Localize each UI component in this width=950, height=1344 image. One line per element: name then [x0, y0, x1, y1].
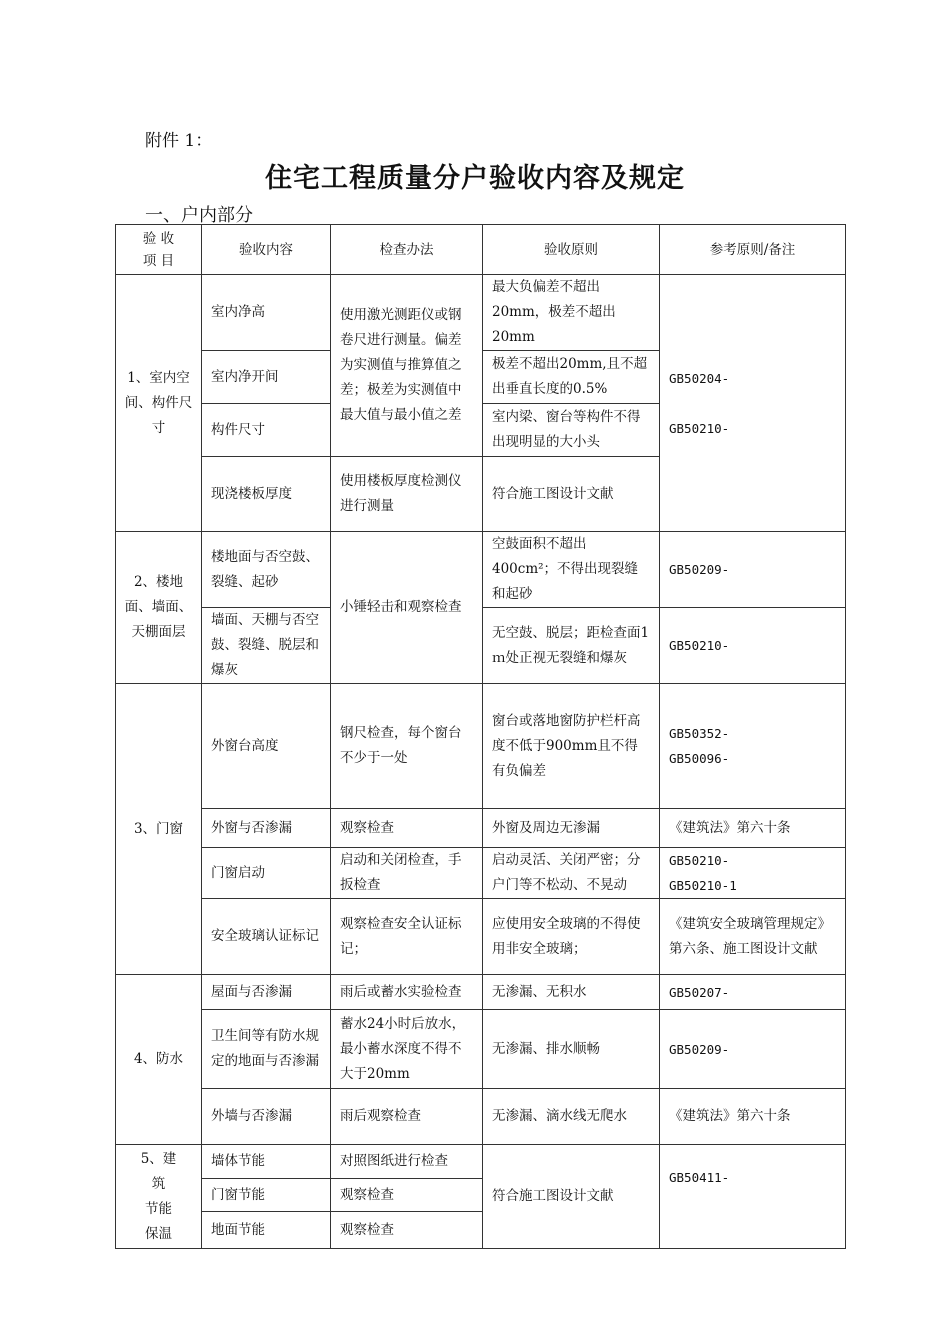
principle-cell: 无渗漏、无积水 [483, 975, 660, 1010]
reference-cell: GB50352- GB50096- [660, 684, 846, 809]
reference-cell: 《建筑安全玻璃管理规定》第六条、施工图设计文献 [660, 899, 846, 975]
content-cell: 现浇楼板厚度 [202, 457, 331, 532]
content-cell: 室内净开间 [202, 351, 331, 404]
table-row [116, 532, 846, 608]
content-cell: 外窗与否渗漏 [202, 809, 331, 848]
content-cell: 构件尺寸 [202, 404, 331, 457]
content-cell: 楼地面与否空鼓、裂缝、起砂 [202, 532, 331, 608]
method-cell: 观察检查 [331, 809, 483, 848]
principle-cell: 最大负偏差不超出20mm，极差不超出20mm [483, 275, 660, 351]
method-cell: 观察检查安全认证标记； [331, 899, 483, 975]
content-cell: 地面节能 [202, 1212, 331, 1249]
content-cell: 屋面与否渗漏 [202, 975, 331, 1010]
header-content: 验收内容 [202, 225, 331, 275]
principle-cell: 窗台或落地窗防护栏杆高度不低于900mm且不得有负偏差 [483, 684, 660, 809]
reference-cell: GB50204- GB50210- [660, 275, 846, 532]
method-cell: 小锤轻击和观察检查 [331, 532, 483, 684]
header-method: 检查办法 [331, 225, 483, 275]
header-item: 验 收 项 目 [116, 225, 202, 275]
method-cell: 启动和关闭检查，手扳检查 [331, 848, 483, 899]
page-title: 住宅工程质量分户验收内容及规定 [265, 163, 685, 194]
attachment-label: 附件 1： [145, 131, 213, 151]
table-row [116, 899, 846, 975]
reference-cell: GB50209- [660, 1010, 846, 1089]
principle-cell: 外窗及周边无渗漏 [483, 809, 660, 848]
group-item: 1、室内空间、构件尺寸 [116, 275, 202, 532]
principle-cell: 极差不超出20mm,且不超出垂直长度的0.5% [483, 351, 660, 404]
content-cell: 墙体节能 [202, 1145, 331, 1179]
method-cell: 雨后或蓄水实验检查 [331, 975, 483, 1010]
principle-cell: 无空鼓、脱层；距检查面1ｍ处正视无裂缝和爆灰 [483, 608, 660, 684]
principle-cell: 室内梁、窗台等构件不得出现明显的大小头 [483, 404, 660, 457]
method-cell: 对照图纸进行检查 [331, 1145, 483, 1179]
content-cell: 室内净高 [202, 275, 331, 351]
principle-cell: 符合施工图设计文献 [483, 1145, 660, 1249]
content-cell: 外窗台高度 [202, 684, 331, 809]
group-item: 4、防水 [116, 975, 202, 1145]
section-heading: 一、户内部分 [145, 205, 253, 226]
reference-cell: 《建筑法》第六十条 [660, 1089, 846, 1145]
content-cell: 门窗启动 [202, 848, 331, 899]
table-row [116, 1145, 846, 1179]
reference-cell: GB50411- [660, 1145, 846, 1249]
principle-cell: 启动灵活、关闭严密；分户门等不松动、不晃动 [483, 848, 660, 899]
header-principle: 验收原则 [483, 225, 660, 275]
reference-cell: GB50209- [660, 532, 846, 608]
reference-cell: 《建筑法》第六十条 [660, 809, 846, 848]
table-row [116, 1089, 846, 1145]
method-cell: 观察检查 [331, 1179, 483, 1212]
principle-cell: 无渗漏、滴水线无爬水 [483, 1089, 660, 1145]
method-cell: 观察检查 [331, 1212, 483, 1249]
header-row [116, 225, 846, 275]
content-cell: 外墙与否渗漏 [202, 1089, 331, 1145]
content-cell: 卫生间等有防水规定的地面与否渗漏 [202, 1010, 331, 1089]
method-cell: 使用激光测距仪或钢卷尺进行测量。偏差为实测值与推算值之差；极差为实测值中最大值与最小值之差 [331, 275, 483, 457]
table-row [116, 684, 846, 809]
method-cell: 蓄水24小时后放水，最小蓄水深度不得不大于20mm [331, 1010, 483, 1089]
table-row [116, 975, 846, 1010]
principle-cell: 无渗漏、排水顺畅 [483, 1010, 660, 1089]
table-row [116, 1010, 846, 1089]
principle-cell: 应使用安全玻璃的不得使用非安全玻璃； [483, 899, 660, 975]
content-cell: 门窗节能 [202, 1179, 331, 1212]
group-item: 3、门窗 [116, 684, 202, 975]
principle-cell: 符合施工图设计文献 [483, 457, 660, 532]
content-cell: 安全玻璃认证标记 [202, 899, 331, 975]
reference-cell: GB50210- GB50210-1 [660, 848, 846, 899]
header-reference: 参考原则/备注 [660, 225, 846, 275]
principle-cell: 空鼓面积不超出400cm²；不得出现裂缝和起砂 [483, 532, 660, 608]
reference-cell: GB50207- [660, 975, 846, 1010]
group-item: 5、建 筑 节能 保温 [116, 1145, 202, 1249]
table-row [116, 848, 846, 899]
table-row [116, 275, 846, 351]
reference-cell: GB50210- [660, 608, 846, 684]
method-cell: 雨后观察检查 [331, 1089, 483, 1145]
group-item: 2、楼地面、墙面、天棚面层 [116, 532, 202, 684]
table-row [116, 809, 846, 848]
content-cell: 墙面、天棚与否空鼓、裂缝、脱层和爆灰 [202, 608, 331, 684]
method-cell: 钢尺检查，每个窗台不少于一处 [331, 684, 483, 809]
acceptance-table [115, 224, 846, 1249]
method-cell: 使用楼板厚度检测仪进行测量 [331, 457, 483, 532]
